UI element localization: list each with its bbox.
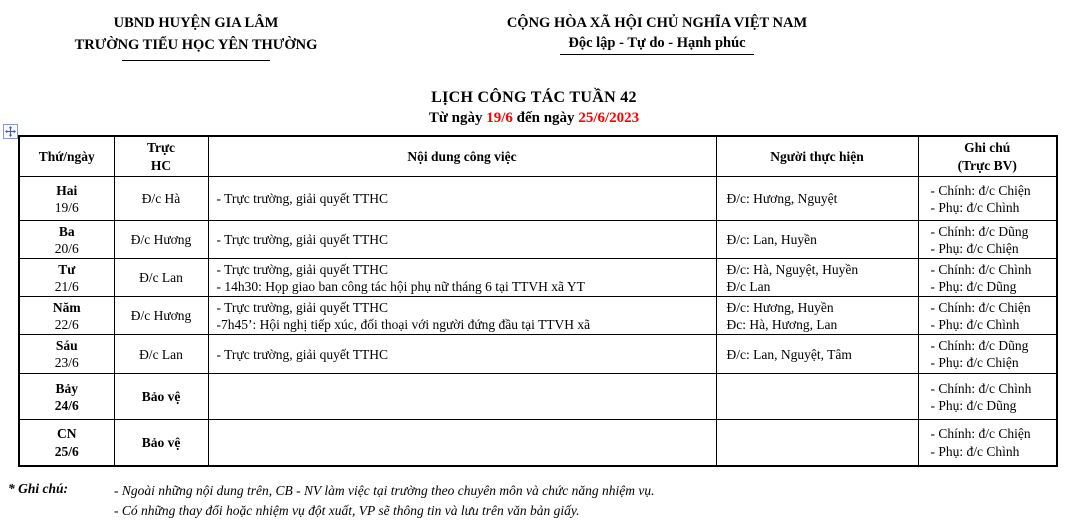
header-duty-line1: Trực [146,140,176,156]
content-line: - Trực trường, giải quyết TTHC [216,299,389,315]
footer-body [114,481,654,520]
table-row [19,335,1057,374]
notes-cell [918,374,1057,420]
header-content: Nội dung công việc [208,136,716,177]
footer-label: * Ghi chú: [8,480,69,496]
notes-line: - Chính: đ/c Dũng [930,223,1029,239]
table-row [19,420,1057,466]
issuing-org-block [0,12,392,61]
content-line: - Trực trường, giải quyết TTHC [216,346,389,362]
date-label: 20/6 [54,240,79,256]
notes-cell [918,297,1057,335]
notes-line: - Chính: đ/c Chình [930,380,1032,396]
notes-line: - Phụ: đ/c Chình [930,199,1020,215]
people-cell [716,374,918,420]
people-cell [716,297,918,335]
notes-line: - Chính: đ/c Chiện [930,182,1031,198]
duty-cell: Đ/c Hương [114,297,208,335]
table-row [19,374,1057,420]
schedule-table-body [19,177,1057,466]
notes-line: - Phụ: đ/c Chiện [930,240,1019,256]
content-line: - 14h30: Họp giao ban công tác hội phụ nữ tháng 6 tại TTVH xã YT [216,278,585,294]
day-label: Hai [56,182,78,198]
day-cell [19,259,114,297]
org-parent-name: UBND HUYỆN GIA LÂM [113,15,279,31]
day-cell [19,221,114,259]
date-label: 19/6 [54,199,79,215]
title-block [0,89,1068,127]
notes-line: - Chính: đ/c Chiện [930,299,1031,315]
national-title: CỘNG HÒA XÃ HỘI CHỦ NGHĨA VIỆT NAM [506,15,808,31]
national-motto: Độc lập - Tự do - Hạnh phúc [560,34,753,55]
table-row [19,221,1057,259]
date-from: 19/6 [486,109,513,126]
notes-line: - Chính: đ/c Dũng [930,338,1029,354]
notes-cell [918,420,1057,466]
people-line: Đ/c Lan [726,278,771,294]
people-line: Đ/c: Lan, Huyền [726,232,817,248]
day-label: Tư [58,261,76,277]
document-title: LỊCH CÔNG TÁC TUẦN 42 [431,88,637,106]
header-note-line2: (Trực BV) [957,157,1017,173]
content-cell [208,420,716,466]
date-label: 24/6 [54,397,79,413]
people-line: Đ/c: Hương, Huyền [726,299,834,315]
notes-line: - Phụ: đ/c Chiện [930,355,1019,371]
content-cell [208,177,716,221]
people-cell [716,221,918,259]
footer-note-2: - Có những thay đổi hoặc nhiệm vụ đột xuất, VP sẽ thông tin và lưu trên văn bản giấy. [114,502,580,518]
subtitle-middle: đến ngày [512,109,579,126]
notes-cell [918,221,1057,259]
day-label: Ba [58,223,75,239]
footer-note-1: - Ngoài những nội dung trên, CB - NV làm việc tại trường theo chuyên môn và chức năng nhiệm vụ. [114,482,655,498]
subtitle-prefix: Từ ngày [428,109,487,126]
people-cell [716,335,918,374]
duty-cell: Đ/c Hà [114,177,208,221]
header-duty-line2: HC [150,157,172,173]
day-cell [19,335,114,374]
content-line: - Trực trường, giải quyết TTHC [216,232,389,248]
header-people: Người thực hiện [716,136,918,177]
footer-notes [8,481,1068,520]
notes-line: - Phụ: đ/c Dũng [930,397,1017,413]
content-cell [208,259,716,297]
people-line: Đc: Hà, Hương, Lan [726,316,838,332]
header-day: Thứ/ngày [19,136,114,177]
duty-cell: Bảo vệ [114,374,208,420]
duty-cell: Đ/c Lan [114,335,208,374]
content-line: -7h45’: Hội nghị tiếp xúc, đối thoại với người đứng đầu tại TTVH xã [216,316,591,332]
notes-line: - Phụ: đ/c Chình [930,443,1020,459]
day-label: Bảy [55,380,78,396]
day-label: CN [57,426,77,442]
day-label: Năm [52,299,81,315]
content-cell [208,335,716,374]
day-cell [19,374,114,420]
header-duty [114,136,208,177]
people-line: Đ/c: Hà, Nguyệt, Huyền [726,261,859,277]
notes-line: - Phụ: đ/c Dũng [930,278,1017,294]
notes-line: - Chính: đ/c Chiện [930,426,1031,442]
notes-line: - Chính: đ/c Chình [930,261,1032,277]
duty-cell: Đ/c Hương [114,221,208,259]
header-note-line1: Ghi chú [964,140,1011,156]
org-school-name: TRƯỜNG TIỂU HỌC YÊN THƯỜNG [74,37,318,54]
weekly-schedule-table [18,135,1058,467]
national-motto-block [392,12,922,61]
table-row [19,259,1057,297]
notes-cell [918,335,1057,374]
day-label: Sáu [55,338,78,354]
date-label: 25/6 [54,443,79,459]
content-line: - Trực trường, giải quyết TTHC [216,261,389,277]
org-underline-rule [122,60,270,61]
day-cell [19,420,114,466]
content-cell [208,374,716,420]
content-cell [208,297,716,335]
move-cross-icon [5,126,16,137]
letterhead [0,12,1068,61]
date-label: 21/6 [54,278,79,294]
table-move-handle-icon[interactable] [3,124,18,139]
notes-cell [918,177,1057,221]
people-line: Đ/c: Lan, Nguyệt, Tâm [726,346,852,362]
schedule-table-header [19,136,1057,177]
date-label: 23/6 [54,355,79,371]
people-cell [716,177,918,221]
notes-line: - Phụ: đ/c Chình [930,316,1020,332]
header-note [918,136,1057,177]
table-row [19,297,1057,335]
people-cell [716,420,918,466]
duty-cell: Đ/c Lan [114,259,208,297]
date-to: 25/6/2023 [578,109,640,126]
document-subtitle [0,110,1068,127]
people-line: Đ/c: Hương, Nguyệt [726,191,838,207]
people-cell [716,259,918,297]
header-row [19,136,1057,177]
duty-cell: Bảo vệ [114,420,208,466]
notes-cell [918,259,1057,297]
content-cell [208,221,716,259]
day-cell [19,297,114,335]
table-row [19,177,1057,221]
day-cell [19,177,114,221]
date-label: 22/6 [54,316,79,332]
content-line: - Trực trường, giải quyết TTHC [216,191,389,207]
